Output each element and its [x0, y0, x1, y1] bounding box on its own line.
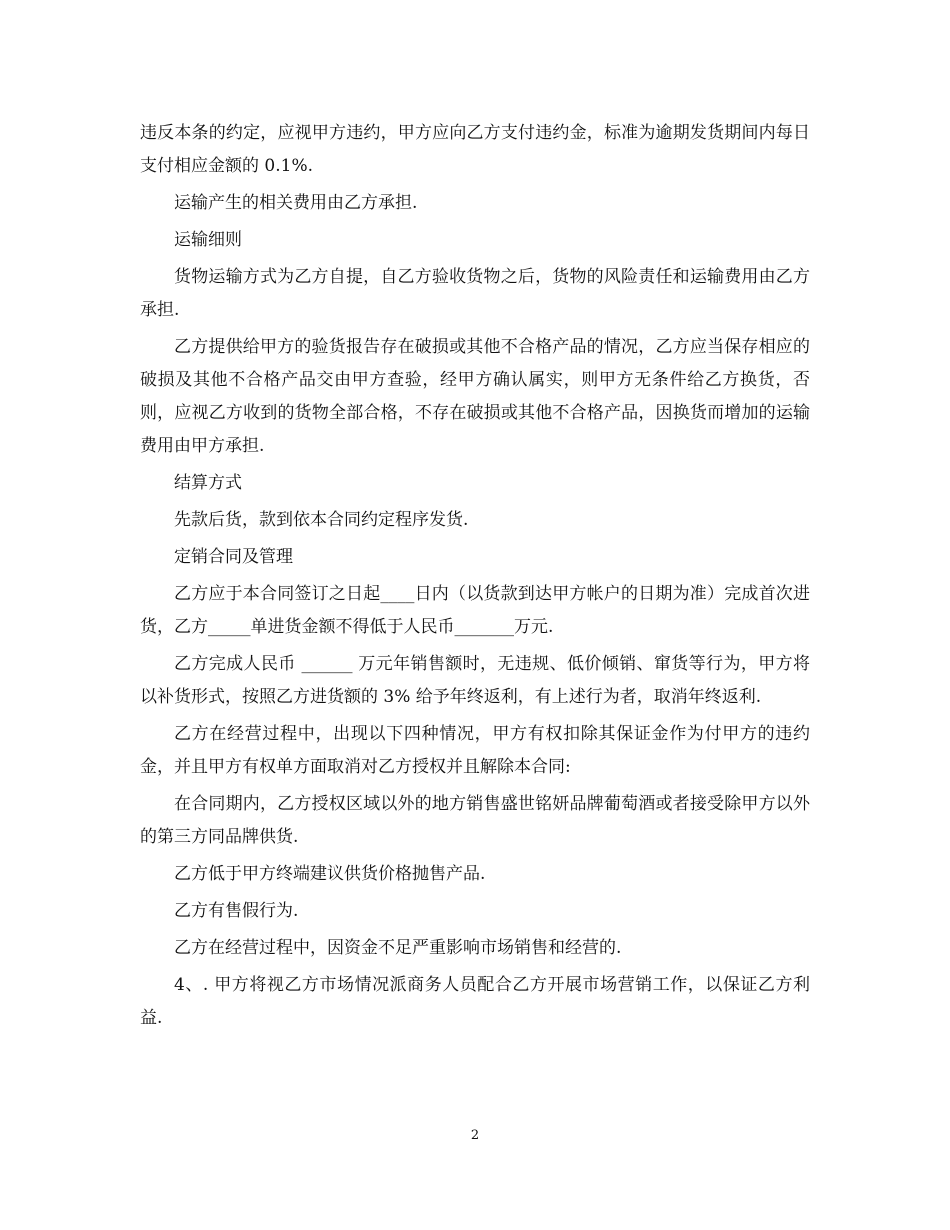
- paragraph-transport-cost: 运输产生的相关费用由乙方承担.: [174, 193, 418, 213]
- paragraph-inspection-report: 乙方提供给甲方的验货报告存在破损或其他不合格产品的情况，乙方应当保存相应的破损及其他不合格产品交由甲方查验，经甲方确认属实，则甲方无条件给乙方换货，否则，应视乙方收到的货物全部合格，不存在破损或其他不合格产品，因换货而增加的运输费用由甲方承担.: [140, 337, 810, 456]
- paragraph-transport-method: 货物运输方式为乙方自提，自乙方验收货物之后，货物的风险责任和运输费用由乙方承担.: [140, 267, 810, 320]
- paragraph-annual-rebate: 乙方完成人民币 ______ 万元年销售额时，无违规、低价倾销、窜货等行为，甲方将以补货形式，按照乙方进货额的 3% 给予年终返利，有上述行为者，取消年终返利.: [140, 654, 810, 707]
- paragraph-payment-first: 先款后货，款到依本合同约定程序发货.: [174, 510, 469, 530]
- document-body: [140, 117, 810, 1039]
- paragraph-deposit-deduction: 乙方在经营过程中，出现以下四种情况，甲方有权扣除其保证金作为付甲方的违约金，并且甲方有权单方面取消对乙方授权并且解除本合同:: [140, 724, 810, 777]
- paragraph-unauthorized-region: 在合同期内，乙方授权区域以外的地方销售盛世铭妍品牌葡萄酒或者接受除甲方以外的第三方同品牌供货.: [140, 794, 810, 847]
- paragraph-marketing-support: 4、. 甲方将视乙方市场情况派商务人员配合乙方开展市场营销工作，以保证乙方利益.: [140, 975, 810, 1028]
- heading-settlement-method: 结算方式: [174, 473, 242, 493]
- paragraph-first-order: 乙方应于本合同签订之日起____日内（以货款到达甲方帐户的日期为准）完成首次进货，乙方_____单进货金额不得低于人民币_______万元.: [140, 584, 810, 637]
- paragraph-counterfeit: 乙方有售假行为.: [174, 901, 299, 921]
- heading-sales-contract-management: 定销合同及管理: [174, 547, 293, 567]
- paragraph-price-dumping: 乙方低于甲方终端建议供货价格抛售产品.: [174, 864, 486, 884]
- paragraph-insufficient-funds: 乙方在经营过程中，因资金不足严重影响市场销售和经营的.: [174, 938, 622, 958]
- page-number: 2: [470, 1128, 480, 1143]
- heading-transport-rules: 运输细则: [174, 230, 242, 250]
- paragraph-penalty-clause: 违反本条的约定，应视甲方违约，甲方应向乙方支付违约金，标准为逾期发货期间内每日支付相应金额的 0.1%.: [140, 123, 810, 176]
